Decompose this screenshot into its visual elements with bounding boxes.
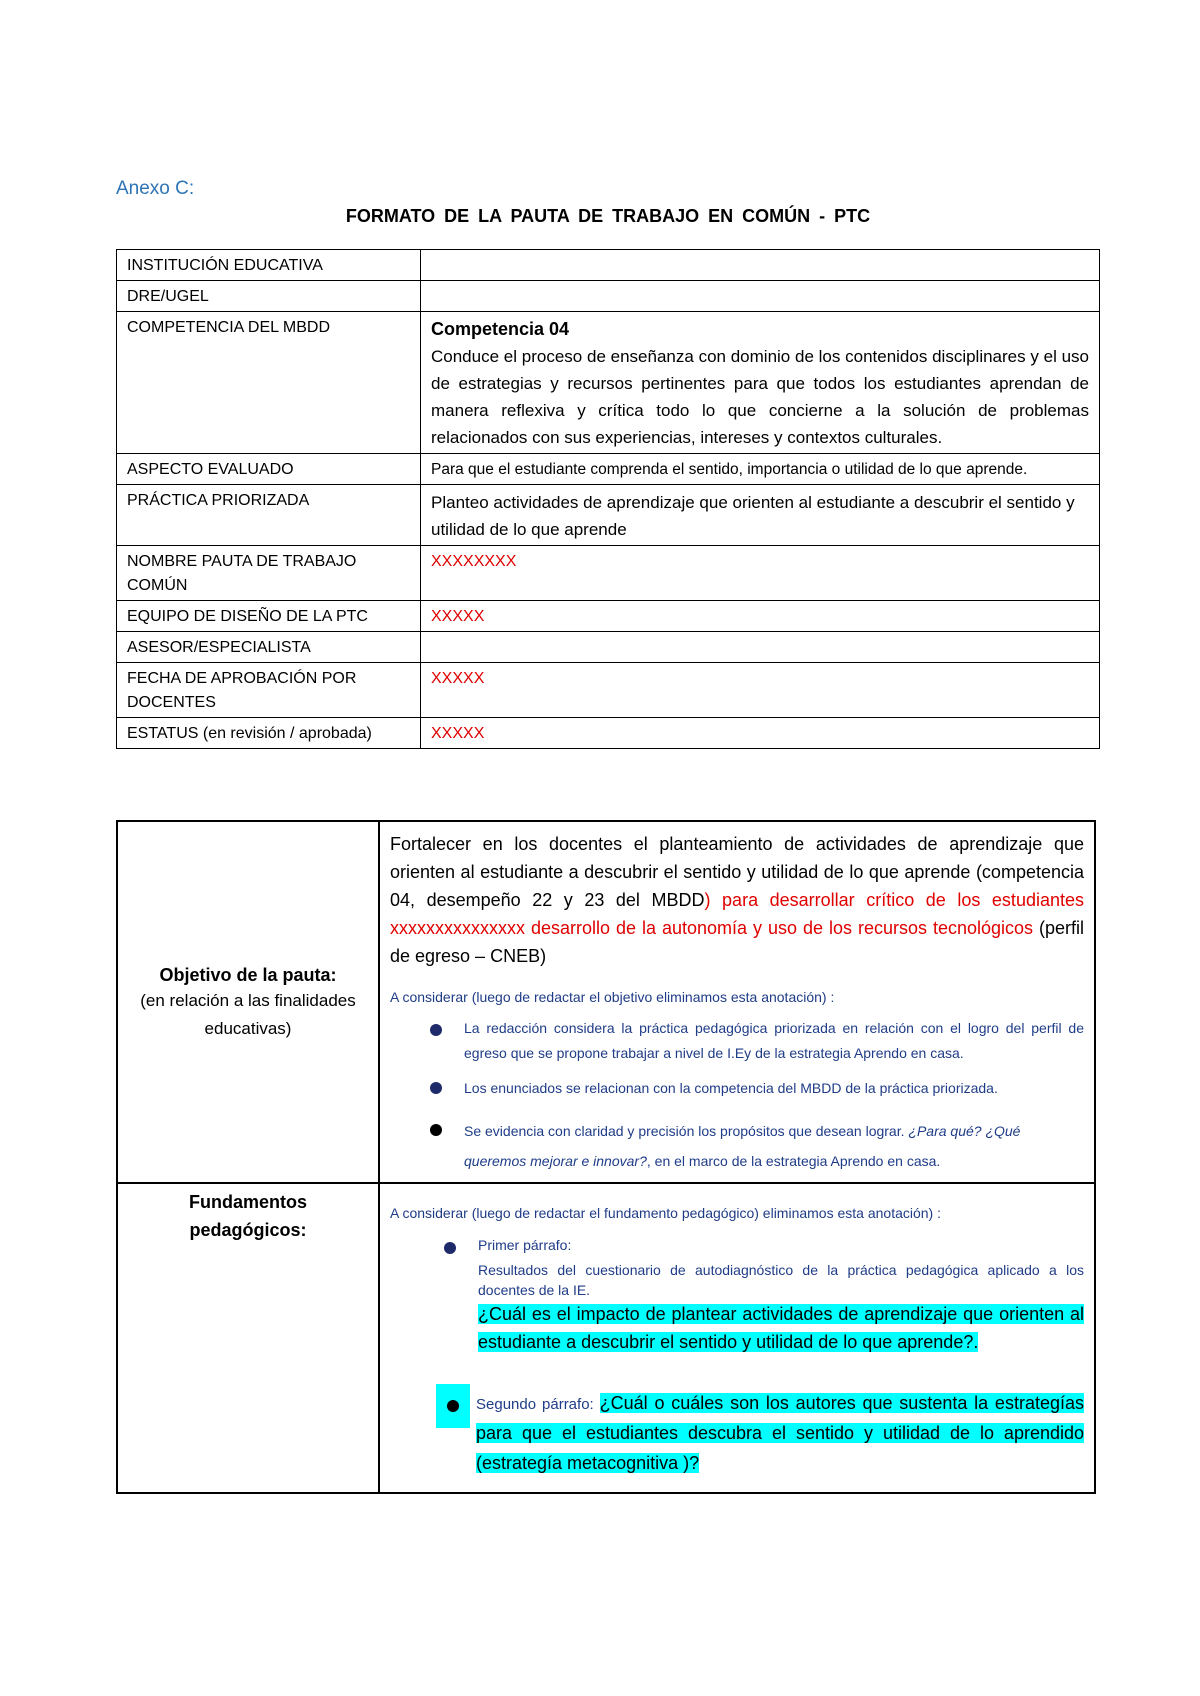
objective-label: Objetivo de la pauta: (159, 965, 337, 985)
table-row (117, 485, 1100, 546)
objective-text (390, 830, 1084, 970)
row-value (421, 632, 1100, 663)
info-table (116, 249, 1100, 749)
row-label: ASPECTO EVALUADO (117, 454, 421, 485)
objective-text-highlight: ) para desarrollar crítico de los estudiantes xxxxxxxxxxxxxxx desarrollo de la autonomía y uso de los recursos tecnológicos (390, 890, 1084, 938)
bullet-icon (444, 1242, 456, 1254)
objective-text-end: (perfil de egreso – CNEB) (390, 918, 1084, 966)
table-row (117, 281, 1100, 312)
row-label: EQUIPO DE DISEÑO DE LA PTC (117, 601, 421, 632)
foundations-note: A considerar (luego de redactar el fundamento pedagógico) eliminamos esta anotación) : (390, 1205, 941, 1221)
list-item (390, 1116, 1084, 1176)
objective-content (379, 821, 1095, 1183)
paragraph-title: Primer párrafo: (478, 1237, 572, 1253)
bullet-icon (430, 1024, 442, 1036)
foundations-content (379, 1183, 1095, 1493)
row-value (421, 281, 1100, 312)
row-label: DRE/UGEL (117, 281, 421, 312)
row-value: Para que el estudiante comprenda el sentido, importancia o utilidad de lo que aprende. (421, 454, 1100, 485)
highlight-box (436, 1384, 470, 1428)
paragraph-text: Resultados del cuestionario de autodiagnóstico de la práctica pedagógica aplicado a los docentes de la IE. (478, 1262, 1084, 1298)
row-label: NOMBRE PAUTA DE TRABAJO COMÚN (117, 546, 421, 601)
table-row (117, 546, 1100, 601)
row-label: PRÁCTICA PRIORIZADA (117, 485, 421, 546)
table-row (117, 601, 1100, 632)
objective-sublabel: (en relación a las finalidades educativas) (140, 991, 356, 1038)
foundations-label-cell (117, 1183, 379, 1493)
row-value: Planteo actividades de aprendizaje que orienten al estudiante a descubrir el sentido y utilidad de lo que aprende (421, 485, 1100, 546)
document-title: FORMATO DE LA PAUTA DE TRABAJO EN COMÚN - PTC (345, 206, 871, 226)
row-label: COMPETENCIA DEL MBDD (117, 312, 421, 454)
objective-table (116, 820, 1096, 1494)
bullet-text (464, 1116, 1084, 1176)
list-item (390, 1074, 1084, 1102)
row-value: XXXXX (421, 663, 1100, 718)
list-item (390, 1016, 1084, 1066)
row-value: XXXXXXXX (421, 546, 1100, 601)
paragraph-block (478, 1234, 1084, 1356)
foundations-row (117, 1183, 1095, 1493)
list-item (390, 1384, 1084, 1478)
competency-text: Conduce el proceso de enseñanza con dominio de los contenidos disciplinares y el uso de estrategias y recursos pertinentes para que todos los estudiantes aprendan de manera reflexiva y crítica todo lo que concierne a la solución de problemas relacionados con sus experiencias, intereses y contextos culturales. (431, 347, 1089, 447)
highlighted-question: ¿Cuál o cuáles son los autores que sustenta la estrategías para que el estudiantes descubra el sentido y utilidad de lo aprendido (estrategía metacognitiva )? (476, 1393, 1084, 1473)
table-row (117, 663, 1100, 718)
bullet-icon (447, 1400, 459, 1412)
objective-row (117, 821, 1095, 1183)
row-value: XXXXX (421, 718, 1100, 749)
bullet-text-a: Se evidencia con claridad y precisión los propósitos que desean lograr. (464, 1123, 909, 1139)
row-value (421, 250, 1100, 281)
table-row (117, 718, 1100, 749)
row-label: INSTITUCIÓN EDUCATIVA (117, 250, 421, 281)
table-row (117, 250, 1100, 281)
bullet-text: Los enunciados se relacionan con la competencia del MBDD de la práctica priorizada. (464, 1080, 998, 1096)
bullet-text-b: , en el marco de la estrategia Aprendo en casa. (646, 1153, 941, 1169)
paragraph-question (478, 1300, 1084, 1356)
highlighted-question: ¿Cuál es el impacto de plantear actividades de aprendizaje que orienten al estudiante a descubrir el sentido y utilidad de lo que aprende?. (478, 1304, 1084, 1352)
bullet-icon (430, 1124, 442, 1136)
bullet-text-italic: ¿Para qué? ¿Qué queremos mejorar e innovar? (464, 1123, 1021, 1169)
row-label: FECHA DE APROBACIÓN POR DOCENTES (117, 663, 421, 718)
bullet-text: La redacción considera la práctica pedagógica priorizada en relación con el logro del perfil de egreso que se propone trabajar a nivel de I.Ey de la estrategia Aprendo en casa. (464, 1020, 1084, 1061)
objective-label-cell (117, 821, 379, 1183)
table-row (117, 454, 1100, 485)
competency-cell (421, 312, 1100, 454)
objective-text-main: Fortalecer en los docentes el planteamiento de actividades de aprendizaje que orienten al estudiante a descubrir el sentido y utilidad de lo que aprende (competencia 04, desempeño 22 y 23 del MBDD (390, 834, 1084, 910)
foundations-label: Fundamentos pedagógicos: (188, 1192, 307, 1240)
row-value: XXXXX (421, 601, 1100, 632)
annex-label: Anexo C: (116, 178, 195, 199)
row-label: ASESOR/ESPECIALISTA (117, 632, 421, 663)
competency-title: Competencia 04 (431, 319, 570, 339)
table-row (117, 632, 1100, 663)
table-row (117, 312, 1100, 454)
paragraph-title: Segundo párrafo: (476, 1396, 600, 1413)
row-label: ESTATUS (en revisión / aprobada) (117, 718, 421, 749)
paragraph-block (476, 1384, 1084, 1478)
bullet-icon (430, 1082, 442, 1094)
list-item (390, 1234, 1084, 1356)
objective-note: A considerar (luego de redactar el objetivo eliminamos esta anotación) : (390, 989, 835, 1005)
